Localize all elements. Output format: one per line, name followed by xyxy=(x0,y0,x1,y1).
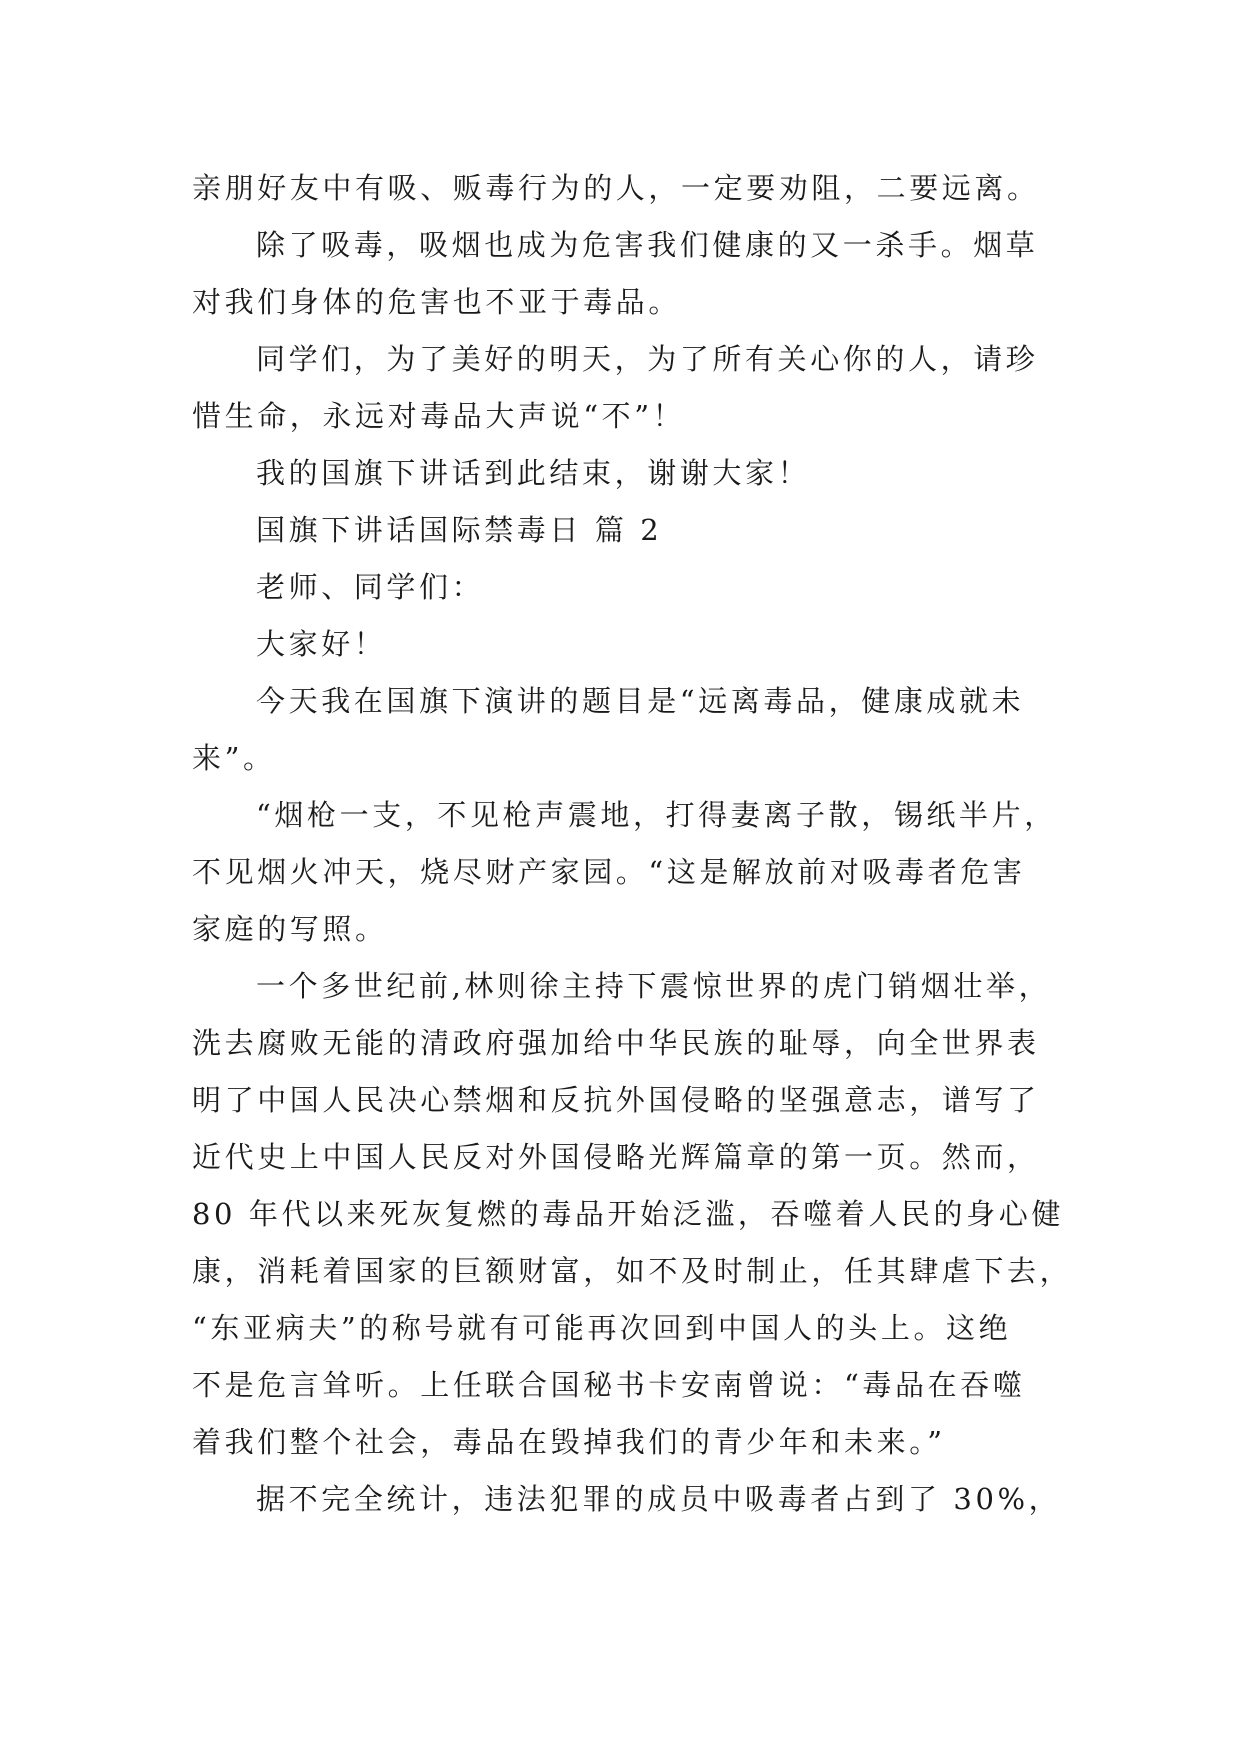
text-line: 同学们，为了美好的明天，为了所有关心你的人，请珍 xyxy=(256,342,1039,376)
text-line: 老师、同学们： xyxy=(256,570,485,604)
text-line: 我的国旗下讲话到此结束，谢谢大家！ xyxy=(256,456,811,490)
text-line: 据不完全统计，违法犯罪的成员中吸毒者占到了 30%， xyxy=(256,1482,1062,1516)
text-line: 康，消耗着国家的巨额财富，如不及时制止，任其肆虐下去， xyxy=(192,1254,1073,1288)
text-line: 不是危言耸听。上任联合国秘书卡安南曾说：“毒品在吞噬 xyxy=(192,1368,1026,1402)
text-line: “烟枪一支，不见枪声震地，打得妻离子散，锡纸半片， xyxy=(256,798,1057,832)
text-line: 家庭的写照。 xyxy=(192,912,388,946)
text-line: 着我们整个社会，毒品在毁掉我们的青少年和未来。” xyxy=(192,1425,946,1459)
text-line: 大家好！ xyxy=(256,627,387,661)
text-line: 不见烟火冲天，烧尽财产家园。“这是解放前对吸毒者危害 xyxy=(192,855,1026,889)
text-line: 国旗下讲话国际禁毒日 篇 2 xyxy=(256,513,663,547)
text-line: 洗去腐败无能的清政府强加给中华民族的耻辱，向全世界表 xyxy=(192,1026,1040,1060)
text-line: 80 年代以来死灰复燃的毒品开始泛滥，吞噬着人民的身心健 xyxy=(192,1197,1064,1231)
text-line: 明了中国人民决心禁烟和反抗外国侵略的坚强意志，谱写了 xyxy=(192,1083,1040,1117)
text-line: 惜生命，永远对毒品大声说“不”！ xyxy=(192,399,686,433)
text-line: 对我们身体的危害也不亚于毒品。 xyxy=(192,285,682,319)
text-line: 来”。 xyxy=(192,741,276,775)
text-line: 一个多世纪前,林则徐主持下震惊世界的虎门销烟壮举， xyxy=(256,969,1052,1003)
text-line: 除了吸毒，吸烟也成为危害我们健康的又一杀手。烟草 xyxy=(256,228,1039,262)
text-line: 今天我在国旗下演讲的题目是“远离毒品，健康成就未 xyxy=(256,684,1025,718)
text-line: 近代史上中国人民反对外国侵略光辉篇章的第一页。然而， xyxy=(192,1140,1040,1174)
document-body xyxy=(192,160,1073,1528)
text-line: 亲朋好友中有吸、贩毒行为的人，一定要劝阻，二要远离。 xyxy=(192,171,1040,205)
text-line: “东亚病夫”的称号就有可能再次回到中国人的头上。这绝 xyxy=(192,1311,1012,1345)
